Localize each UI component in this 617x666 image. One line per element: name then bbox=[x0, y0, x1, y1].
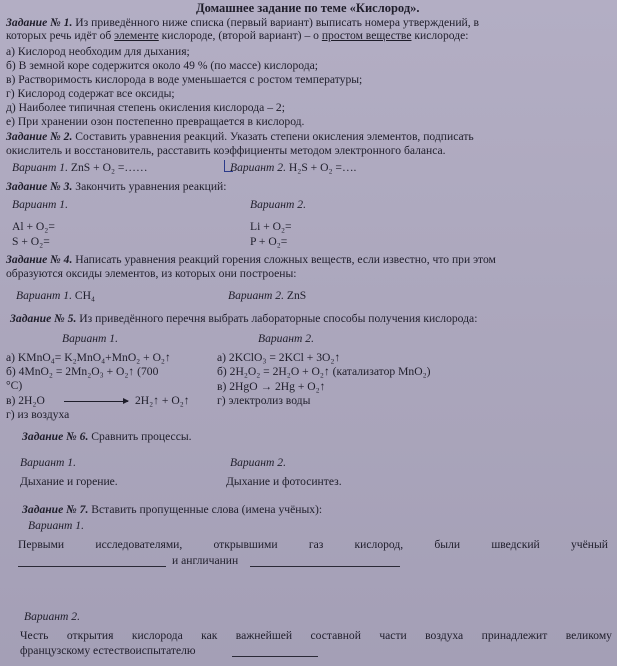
task1-element-word: элементе bbox=[114, 29, 159, 42]
task1-item-d: г) Кислород содержат все оксиды; bbox=[6, 87, 175, 100]
task5-v2-b: б) 2H₂O₂ = 2H₂O + O₂↑ (катализатор MnO₂) bbox=[217, 365, 431, 378]
task4-heading: Задание № 4. bbox=[6, 253, 73, 266]
task5-v1-c: в) 2H₂O bbox=[6, 394, 45, 407]
task4-variant1-substance: CH₄ bbox=[74, 289, 96, 302]
task5-variant2-label: Вариант 2. bbox=[258, 332, 314, 345]
word: великому bbox=[565, 629, 612, 642]
task5-text: Из приведённого перечня выбрать лабораторные способы получения кислорода: bbox=[79, 312, 478, 325]
word: открывшими bbox=[213, 538, 278, 551]
task3-eq-li: Li + O₂= bbox=[250, 220, 292, 233]
task6-text: Сравнить процессы. bbox=[91, 430, 192, 443]
word: составной bbox=[310, 629, 361, 642]
word: принадлежит bbox=[481, 629, 548, 642]
task5-v2-d: г) электролиз воды bbox=[217, 394, 311, 407]
task1-item-f: е) При хранении озон постепенно превращается в кислород. bbox=[6, 115, 305, 128]
task4-variant2-label: Вариант 2. bbox=[228, 289, 284, 302]
task7-variant2-sentence bbox=[20, 629, 612, 642]
task6-variant1-label: Вариант 1. bbox=[20, 456, 76, 469]
task7-line bbox=[22, 503, 322, 516]
task3-variant2-label: Вариант 2. bbox=[250, 198, 306, 211]
task3-line bbox=[6, 180, 227, 193]
task2-variant2 bbox=[230, 161, 356, 174]
word: учёный bbox=[570, 538, 608, 551]
task6-line bbox=[22, 430, 192, 443]
task5-v2-a: а) 2KClO₃ = 2KCl + 3O₂↑ bbox=[217, 351, 341, 364]
task5-v1-a: а) KMnO₄= K₂MnO₄+MnO₂ + O₂↑ bbox=[6, 351, 171, 364]
task7-and-englishman: и англичанин bbox=[172, 554, 239, 567]
task1-heading: Задание № 1. bbox=[6, 16, 73, 29]
task6-heading: Задание № 6. bbox=[22, 430, 89, 443]
task1-simple-substance: простом веществе bbox=[321, 29, 412, 42]
task4-variant1 bbox=[16, 289, 95, 302]
page-title: Домашнее задание по теме «Кислород». bbox=[196, 1, 420, 15]
task2-variant1 bbox=[12, 161, 148, 174]
blank-line-3[interactable] bbox=[232, 656, 318, 657]
task7-text: Вставить пропущенные слова (имена учёных): bbox=[91, 503, 323, 516]
task4-line1 bbox=[6, 253, 496, 266]
word: кислорода bbox=[131, 629, 183, 642]
task5-v1-b: б) 4MnO₂ = 2Mn₂O₃ + O₂↑ (700 bbox=[6, 365, 159, 378]
task5-heading: Задание № 5. bbox=[10, 312, 77, 325]
task1-text-a: которых речь идёт об bbox=[6, 29, 115, 42]
task4-variant2 bbox=[228, 289, 306, 302]
word: как bbox=[201, 629, 218, 642]
word: Честь bbox=[20, 629, 49, 642]
word: части bbox=[379, 629, 407, 642]
task1-item-c: в) Растворимость кислорода в воде уменьшается с ростом температуры; bbox=[6, 73, 363, 86]
reaction-arrow bbox=[64, 401, 128, 402]
task7-variant1-sentence bbox=[18, 538, 608, 551]
task5-variant1-label: Вариант 1. bbox=[62, 332, 118, 345]
task7-variant2-end: французскому естествоиспытателю bbox=[20, 644, 196, 657]
task3-eq-al: Al + O₂= bbox=[12, 220, 55, 233]
task7-heading: Задание № 7. bbox=[22, 503, 89, 516]
task1-item-b: б) В земной коре содержится около 49 % (по массе) кислорода; bbox=[6, 59, 318, 72]
task5-v1-d: г) из воздуха bbox=[6, 408, 70, 421]
task5-v1-c-products: 2H₂↑ + O₂↑ bbox=[135, 394, 190, 407]
task2-heading: Задание № 2. bbox=[6, 130, 73, 143]
task4-variant2-substance: ZnS bbox=[286, 289, 307, 302]
blank-line-1[interactable] bbox=[18, 566, 166, 567]
task2-variant1-label: Вариант 1. bbox=[12, 161, 68, 174]
task5-line bbox=[10, 312, 477, 325]
word: важнейшей bbox=[235, 629, 293, 642]
task2-text-line1: Составить уравнения реакций. Указать степени окисления элементов, подписать bbox=[75, 130, 474, 143]
word: воздуха bbox=[425, 629, 464, 642]
task4-variant1-label: Вариант 1. bbox=[16, 289, 72, 302]
task3-eq-s: S + O₂= bbox=[12, 235, 50, 248]
task3-heading: Задание № 3. bbox=[6, 180, 73, 193]
task4-text-line2: образуются оксиды элементов, из которых они построены: bbox=[6, 267, 297, 280]
task3-variant1-label: Вариант 1. bbox=[12, 198, 68, 211]
task6-variant2-label: Вариант 2. bbox=[230, 456, 286, 469]
word: открытия bbox=[66, 629, 114, 642]
task2-variant1-equation: ZnS + O₂ =…… bbox=[70, 161, 148, 174]
task1-text-c: кислороде, (второй вариант) – о bbox=[158, 29, 322, 42]
task7-variant1-label: Вариант 1. bbox=[28, 519, 84, 532]
blank-line-2[interactable] bbox=[250, 566, 400, 567]
task6-variant2-text: Дыхание и фотосинтез. bbox=[226, 475, 342, 488]
word: кислород, bbox=[354, 538, 404, 551]
word: исследователями, bbox=[95, 538, 183, 551]
task1-item-e: д) Наиболее типичная степень окисления кислорода – 2; bbox=[6, 101, 285, 114]
task1-line2 bbox=[6, 29, 468, 42]
task7-variant2-label: Вариант 2. bbox=[24, 610, 80, 623]
task2-text-line2: окислитель и восстановитель, расставить коэффициенты методом электронного баланса. bbox=[6, 144, 446, 157]
task4-text-line1: Написать уравнения реакций горения сложных веществ, если известно, что при этом bbox=[75, 253, 496, 266]
task2-variant2-equation: H₂S + O₂ =…. bbox=[288, 161, 357, 174]
word: газ bbox=[308, 538, 324, 551]
task1-text-line1: Из приведённого ниже списка (первый вариант) выписать номера утверждений, в bbox=[75, 16, 480, 29]
word: Первыми bbox=[18, 538, 65, 551]
task5-v2-c: в) 2HgO → 2Hg + O₂↑ bbox=[217, 380, 326, 393]
task6-variant1-text: Дыхание и горение. bbox=[20, 475, 118, 488]
task3-eq-p: P + O₂= bbox=[250, 235, 288, 248]
task1-text-e: кислороде: bbox=[411, 29, 469, 42]
task1-line1 bbox=[6, 16, 479, 29]
task3-text: Закончить уравнения реакций: bbox=[75, 180, 227, 193]
task2-line1 bbox=[6, 130, 474, 143]
task2-variant2-label: Вариант 2. bbox=[230, 161, 286, 174]
task1-item-a: а) Кислород необходим для дыхания; bbox=[6, 45, 190, 58]
word: были bbox=[434, 538, 461, 551]
word: шведский bbox=[491, 538, 540, 551]
task5-v1-b-cont: °C) bbox=[6, 379, 23, 392]
